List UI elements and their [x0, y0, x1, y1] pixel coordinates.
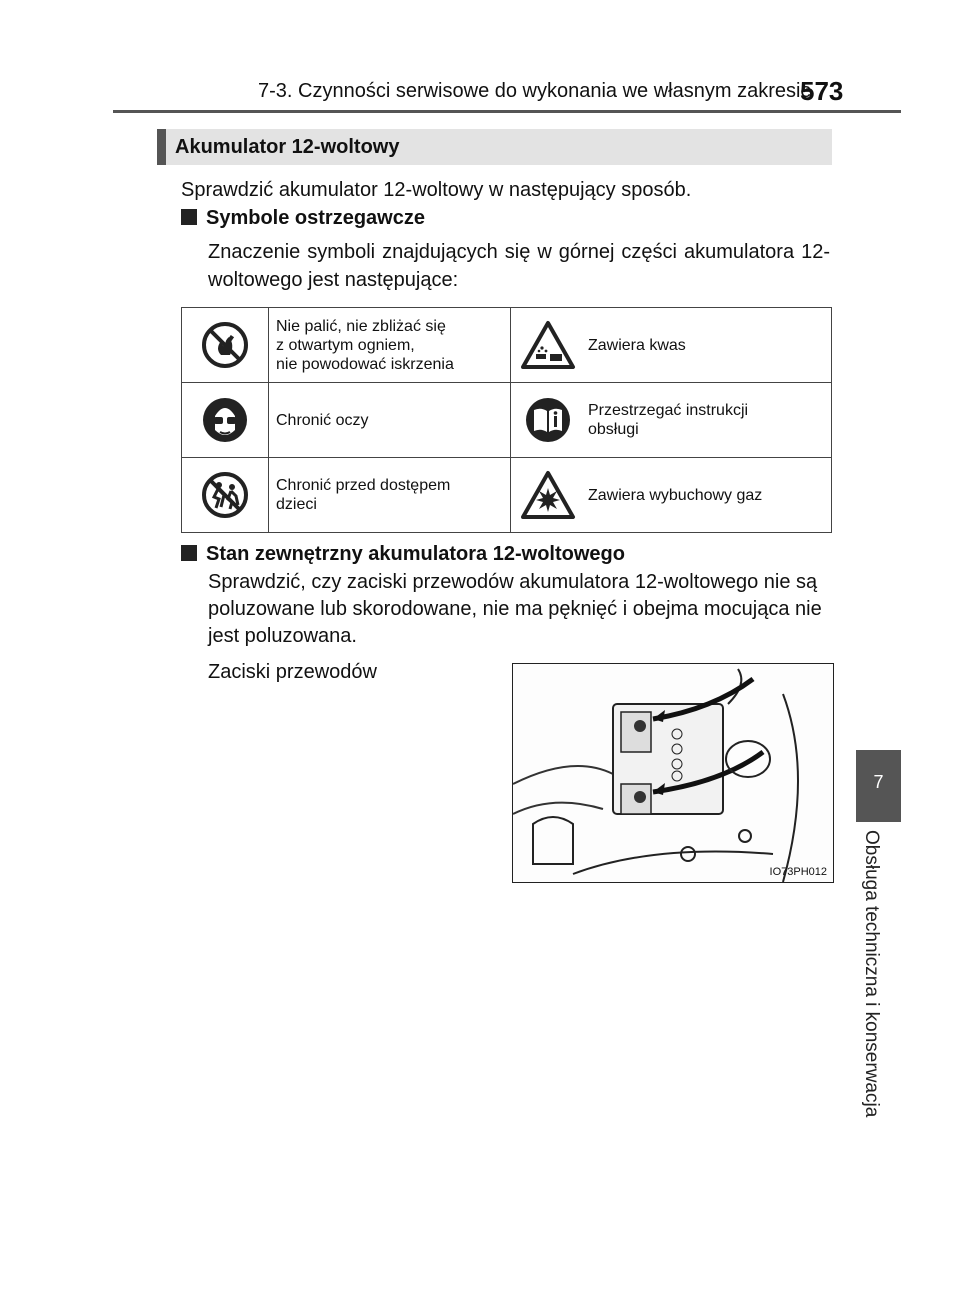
symbol-description [269, 458, 511, 533]
symbol-cell [511, 308, 585, 383]
section-title: Akumulator 12-woltowy [175, 136, 400, 158]
page-number: 573 [800, 76, 844, 106]
read-manual-icon [524, 396, 572, 444]
symbols-heading [181, 205, 425, 232]
symbol-description [584, 308, 832, 383]
acid-warning-icon [520, 320, 576, 370]
symbol-text-line: Chronić przed dostępem [276, 477, 451, 494]
section-heading-box [157, 129, 832, 165]
eye-protection-icon [201, 396, 249, 444]
battery-terminals-illustration [512, 663, 834, 883]
table-row [182, 458, 832, 533]
symbol-cell [511, 458, 585, 533]
keep-from-children-icon [201, 471, 249, 519]
symbol-cell [511, 383, 585, 458]
chapter-number: 7 [873, 772, 884, 792]
bullet-square-icon [181, 209, 197, 225]
symbol-cell [182, 383, 269, 458]
symbol-description [584, 383, 832, 458]
chapter-label-text: Obsługa techniczna i konserwacja [861, 830, 882, 1118]
table-row [182, 383, 832, 458]
symbol-text-line: Zawiera wybuchowy gaz [588, 486, 763, 504]
symbol-description [269, 383, 511, 458]
symbol-text-line: obsługi [588, 421, 639, 438]
warning-symbols-table [181, 307, 832, 533]
table-row [182, 308, 832, 383]
external-heading [181, 541, 625, 568]
external-heading-text: Stan zewnętrzny akumulatora 12-woltowego [206, 543, 625, 565]
symbols-heading-text: Symbole ostrzegawcze [206, 207, 425, 229]
bullet-square-icon [181, 545, 197, 561]
symbol-text-line: Przestrzegać instrukcji [588, 402, 749, 419]
explosive-gas-icon [520, 470, 576, 520]
symbol-text-line: Zawiera kwas [588, 336, 686, 354]
symbol-text-line: dzieci [276, 496, 317, 513]
symbol-text-line: nie powodować iskrzenia [276, 355, 454, 373]
header-section-title: 7-3. Czynności serwisowe do wykonania we własnym zakresie [258, 80, 812, 102]
symbol-text-line: z otwartym ogniem, [276, 336, 415, 354]
symbol-description [584, 458, 832, 533]
external-description: Sprawdzić, czy zaciski przewodów akumulatora 12-woltowego nie są poluzowane lub skorodowane, nie ma pęknięć i obejma mocująca nie jest poluzowana. [208, 571, 822, 647]
chapter-tab [856, 750, 901, 822]
symbol-text-line: Chronić oczy [276, 411, 369, 429]
header-divider [113, 110, 901, 113]
symbol-description [269, 308, 511, 383]
symbol-cell [182, 458, 269, 533]
intro-text: Sprawdzić akumulator 12-woltowy w następujący sposób. [181, 179, 692, 201]
image-code: IO73PH012 [769, 866, 827, 878]
no-fire-icon [201, 321, 249, 369]
engine-bay-drawing [513, 664, 833, 882]
symbol-cell [182, 308, 269, 383]
symbol-text-line: Nie palić, nie zbliżać się [276, 317, 446, 335]
chapter-side-label [838, 830, 898, 1130]
section-heading-bar [157, 129, 166, 165]
image-caption: Zaciski przewodów [208, 661, 377, 683]
symbols-description: Znaczenie symboli znajdujących się w górnej części akumulatora 12-woltowego jest następujące: [208, 241, 830, 291]
